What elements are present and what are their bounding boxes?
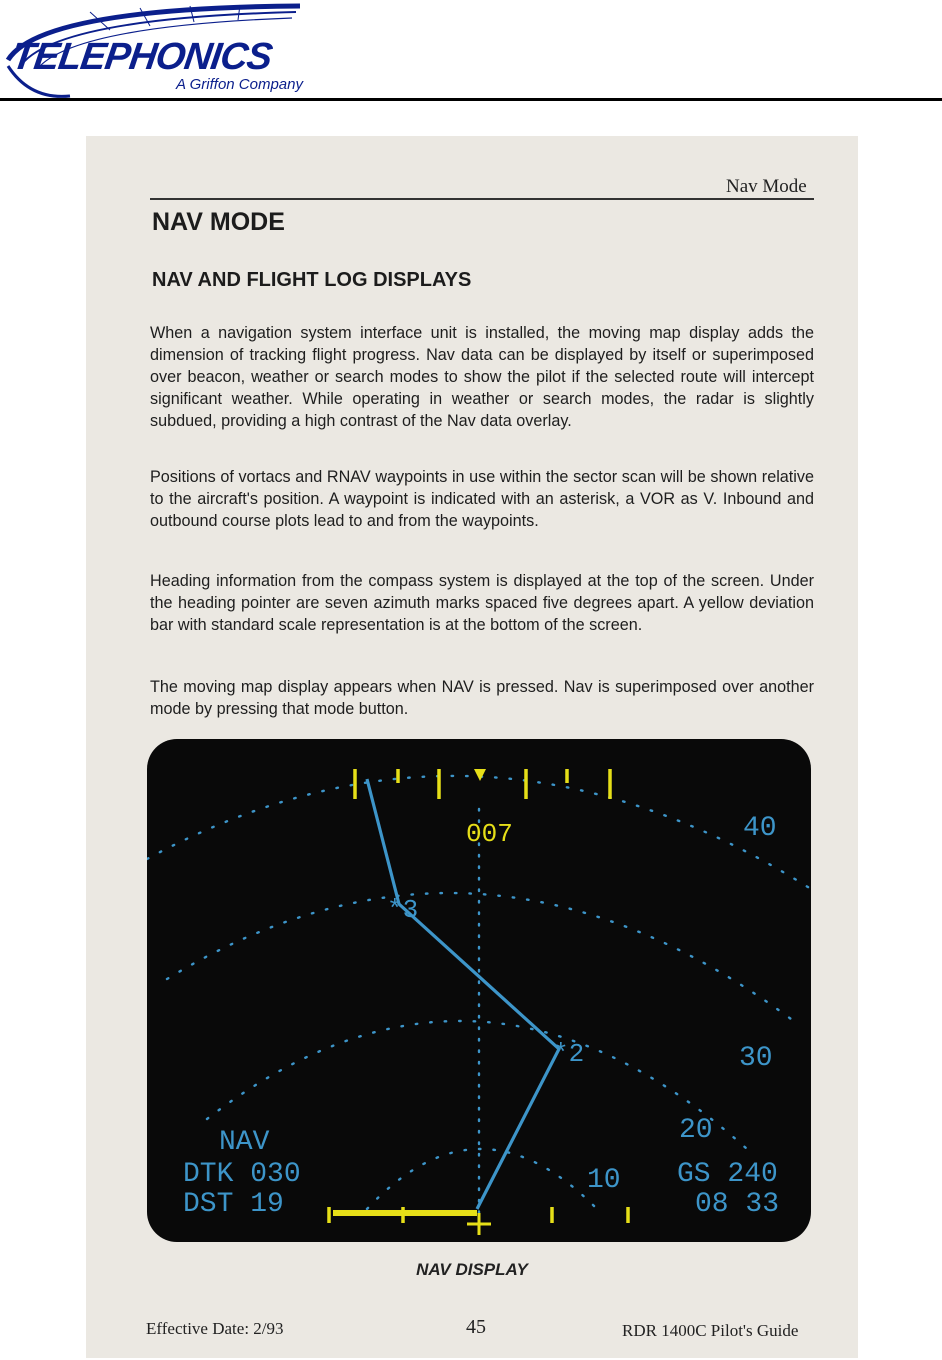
guide-title: RDR 1400C Pilot's Guide xyxy=(622,1321,799,1340)
range-arc-20 xyxy=(207,1021,747,1149)
time-to-go-readout: 08 33 xyxy=(695,1189,780,1220)
paragraph: The moving map display appears when NAV is pressed. Nav is superimposed over another mode by pressing that mode button. xyxy=(150,678,814,718)
paragraph: When a navigation system interface unit is installed, the moving map display adds the dimension of tracking flight progress. Nav data can be displayed by itself or superimposed over beacon, weather or search modes to show the pilot if the selected route will intercept significant weather. While operating in weather or search modes, the radar is slightly subdued, providing a high contrast of the Nav data overlay. xyxy=(150,324,814,430)
figure-caption: NAV DISPLAY xyxy=(416,1260,528,1279)
range-label-20: 20 xyxy=(679,1115,713,1146)
effective-date: Effective Date: 2/93 xyxy=(146,1319,284,1338)
heading-readout: 007 xyxy=(466,819,513,849)
running-head: Nav Mode xyxy=(726,176,807,197)
page-number: 45 xyxy=(466,1316,486,1338)
waypoint-2-label: *2 xyxy=(553,1039,585,1069)
logo-tagline: A Griffon Company xyxy=(176,76,303,93)
range-label-10: 10 xyxy=(587,1165,621,1196)
header-rule xyxy=(0,98,942,101)
section-heading: NAV AND FLIGHT LOG DISPLAYS xyxy=(152,269,472,291)
telephonics-logo xyxy=(0,0,380,100)
nav-display-figure xyxy=(147,739,811,1242)
page-title: NAV MODE xyxy=(152,208,285,236)
nav-mode-label: NAV xyxy=(219,1127,270,1158)
course-route-line xyxy=(367,779,559,1209)
running-head-rule xyxy=(150,198,814,200)
scanned-manual-page xyxy=(86,136,858,1358)
waypoint-3-label: *3 xyxy=(387,895,419,925)
range-label-40: 40 xyxy=(743,813,777,844)
range-label-30: 30 xyxy=(739,1043,773,1074)
desired-track-readout: DTK 030 xyxy=(183,1159,301,1190)
heading-pointer-icon xyxy=(474,769,486,781)
logo-wordmark: TELEPHONICS xyxy=(9,36,275,78)
nav-display-screen xyxy=(147,739,811,1242)
paragraph: Heading information from the compass system is displayed at the top of the screen. Under the heading pointer are seven azimuth marks spaced five degrees apart. A yellow deviation bar with standard scale representation is at the bottom of the screen. xyxy=(150,572,814,634)
distance-readout: DST 19 xyxy=(183,1189,284,1220)
paragraph: Positions of vortacs and RNAV waypoints in use within the sector scan will be shown relative to the aircraft's position. A waypoint is indicated with an asterisk, a VOR as V. Inbound and outbound course plots lead to and from the waypoints. xyxy=(150,468,814,530)
ground-speed-readout: GS 240 xyxy=(677,1159,778,1190)
